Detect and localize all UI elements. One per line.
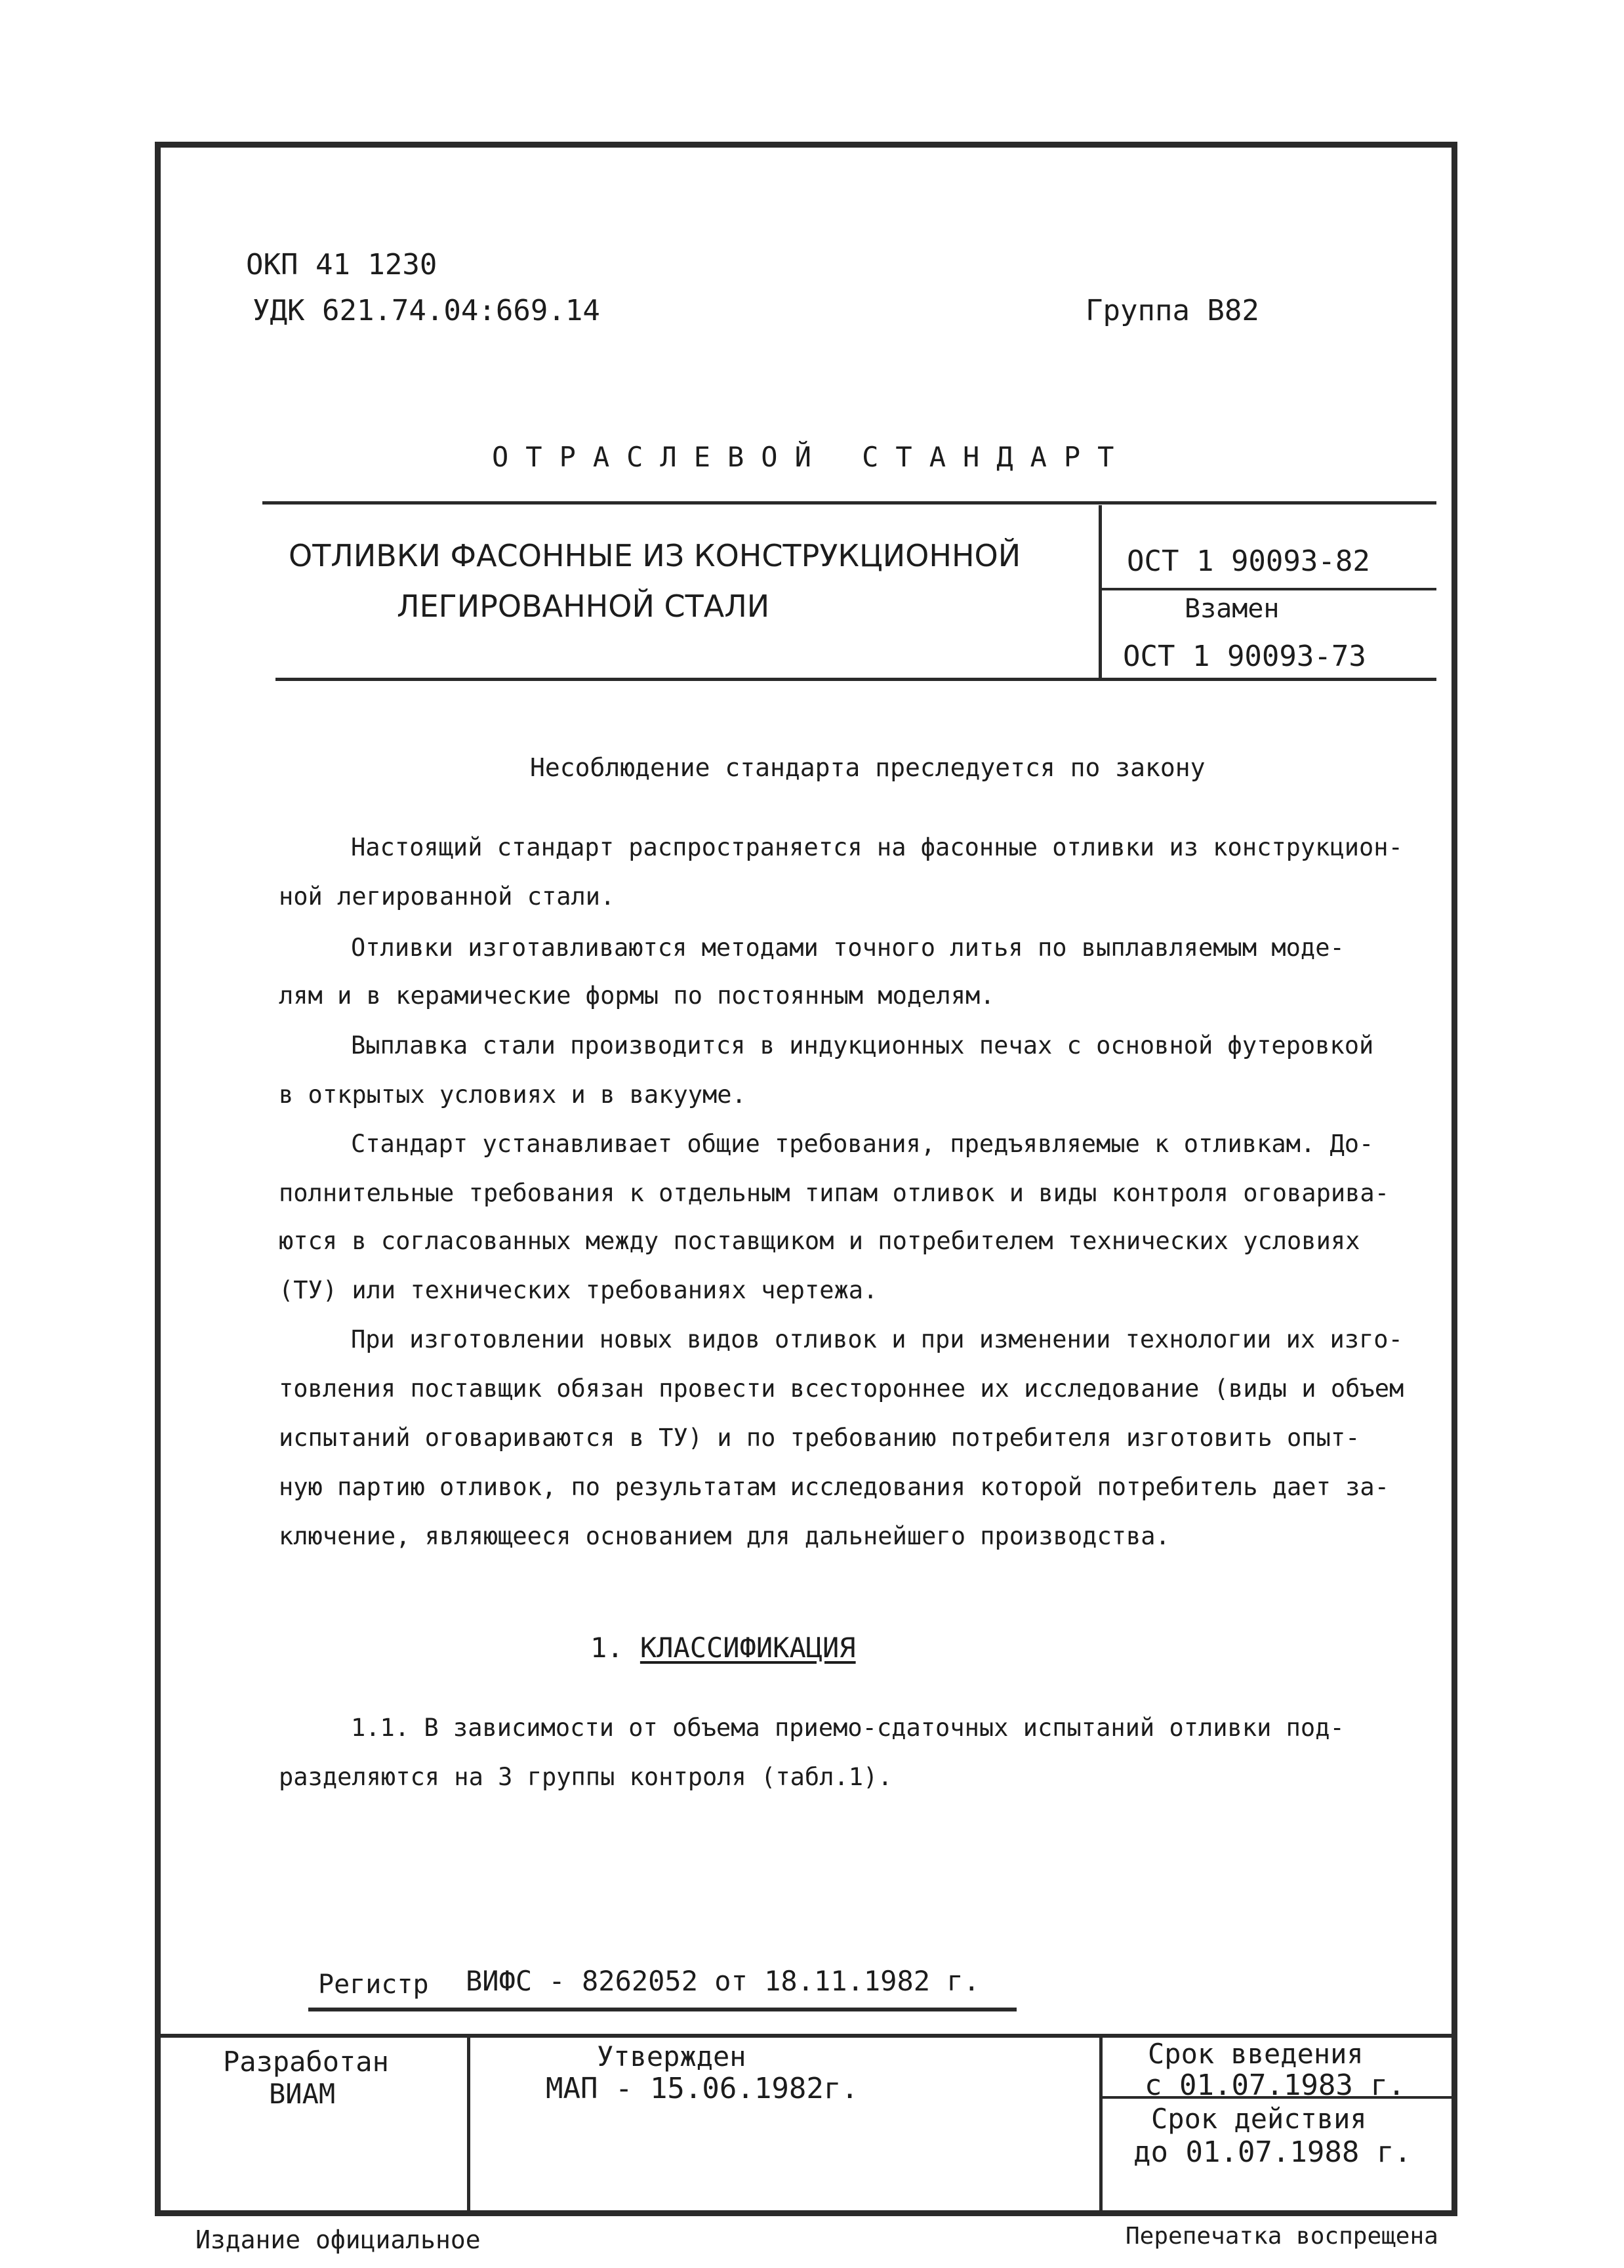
law-notice: Несоблюдение стандарта преследуется по закону [530, 753, 1206, 782]
udk-code: УДК 621.74.04:669.14 [253, 294, 600, 327]
intro-line: (ТУ) или технических требованиях чертежа. [279, 1276, 878, 1304]
title-block-bottom-rule [275, 678, 1436, 681]
footer-divider-1 [467, 2036, 470, 2216]
intro-line: Стандарт устанавливает общие требования, предъявляемые к отливкам. До- [351, 1130, 1374, 1158]
intro-line: ключение, являющееся основанием для дальнейшего производства. [279, 1522, 1170, 1550]
title-block-top-rule [262, 501, 1436, 505]
standard-type-title: ОТРАСЛЕВОЙ СТАНДАРТ [492, 441, 1131, 473]
developed-value: ВИАМ [269, 2078, 336, 2110]
group-code: Группа В82 [1086, 294, 1259, 327]
intro-line: При изготовлении новых видов отливок и при изменении технологии их изго- [351, 1325, 1403, 1353]
registry-text: ВИФС - 8262052 от 18.11.1982 г. [466, 1965, 980, 1997]
section-heading [590, 1632, 856, 1664]
intro-line: Отливки изготавливаются методами точного литья по выплавляемым моде- [351, 934, 1345, 962]
intro-line: ются в согласованных между поставщиком и потребителем технических условиях [279, 1227, 1360, 1255]
section-number: 1. [590, 1632, 624, 1664]
validity-label: Срок действия [1151, 2103, 1367, 2135]
approved-label: Утвержден [597, 2040, 746, 2072]
validity-value: до 01.07.1988 г. [1133, 2135, 1411, 2169]
intro-line: Выплавка стали производится в индукционных печах с основной футеровкой [351, 1031, 1374, 1060]
intro-date-label: Срок введения [1148, 2038, 1364, 2070]
section-title: КЛАССИФИКАЦИЯ [639, 1632, 856, 1664]
clause-line: 1.1. В зависимости от объема приемо-сдаточных испытаний отливки под- [351, 1714, 1345, 1742]
subject-line-1: ОТЛИВКИ ФАСОННЫЕ ИЗ КОНСТРУКЦИОННОЙ [289, 538, 1021, 573]
code-separator [1102, 588, 1436, 590]
intro-line: ную партию отливок, по результатам исследования которой потребитель дает за- [279, 1473, 1389, 1501]
clause-line: разделяются на 3 группы контроля (табл.1). [279, 1763, 893, 1791]
registry-underline [308, 2008, 1017, 2011]
intro-line: лям и в керамические формы по постоянным моделям. [279, 981, 995, 1010]
replaces-label: Взамен [1185, 594, 1280, 624]
registry-label: Регистр [318, 1969, 429, 2000]
intro-date-value: с 01.07.1983 г. [1145, 2069, 1406, 2102]
okp-code: ОКП 41 1230 [246, 248, 437, 281]
reprint-prohibited-note: Перепечатка воспрещена [1126, 2223, 1438, 2250]
standard-code: ОСТ 1 90093-82 [1127, 545, 1370, 578]
title-block-divider [1099, 505, 1102, 678]
intro-line: ной легированной стали. [279, 882, 615, 911]
intro-line: испытаний оговариваются в ТУ) и по требованию потребителя изготовить опыт- [279, 1424, 1360, 1452]
intro-line: в открытых условиях и в вакууме. [279, 1081, 746, 1109]
subject-line-2: ЛЕГИРОВАННОЙ СТАЛИ [397, 588, 770, 624]
approved-value: МАП - 15.06.1982г. [546, 2072, 859, 2105]
developed-label: Разработан [223, 2046, 389, 2078]
footer-divider-2 [1099, 2036, 1103, 2216]
replaced-code: ОСТ 1 90093-73 [1123, 640, 1366, 673]
intro-line: товления поставщик обязан провести всестороннее их исследование (виды и объем [279, 1374, 1404, 1403]
intro-line: Настоящий стандарт распространяется на фасонные отливки из конструкцион- [351, 833, 1403, 861]
intro-line: полнительные требования к отдельным типам отливок и виды контроля оговарива- [279, 1179, 1389, 1207]
official-edition-note: Издание официальное [195, 2225, 481, 2254]
